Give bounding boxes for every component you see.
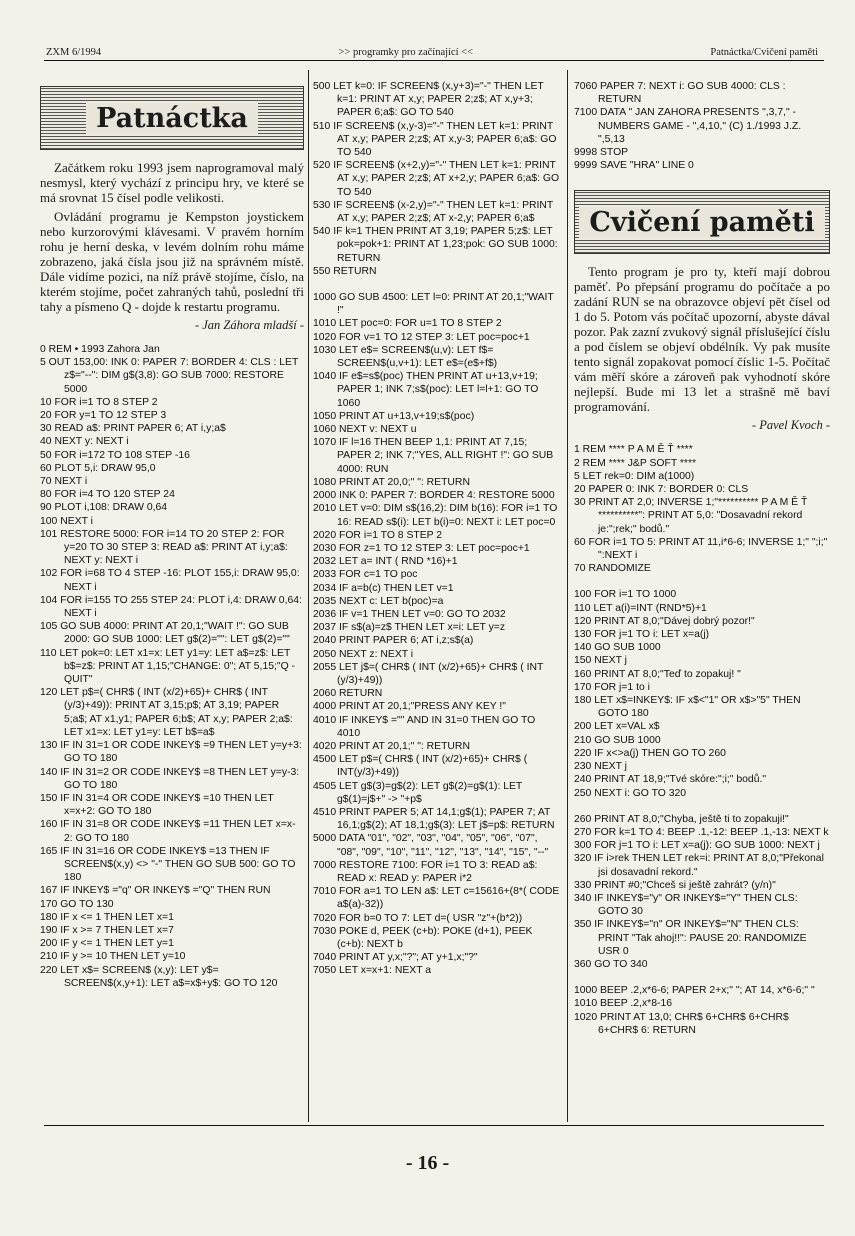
article-title-box	[40, 86, 304, 150]
code-line: 1080 PRINT AT 20,0;" ": RETURN	[313, 476, 470, 488]
code-line: 4510 PRINT PAPER 5; AT 14,1;g$(1); PAPER 7; AT 16,1;g$(2); AT 18,1;g$(3): LET j$=p$: RETURN	[313, 806, 555, 832]
code-line: 7010 FOR a=1 TO LEN a$: LET c=15616+(8*( CODE a$(a)-32))	[313, 886, 560, 911]
code-line: 50 FOR i=172 TO 108 STEP -16	[40, 449, 190, 461]
code-line: 9999 SAVE "HRA" LINE 0	[574, 160, 694, 172]
code-line: 530 IF SCREEN$ (x-2,y)="-" THEN LET k=1: PRINT AT x,y; PAPER 2;z$; AT x-2,y; PAPER 6;a$	[313, 199, 554, 225]
code-line: 160 PRINT AT 8,0;"Teď to zopakuj! "	[574, 668, 741, 680]
code-line: 104 FOR i=155 TO 255 STEP 24: PLOT i,4: DRAW 0,64: NEXT i	[40, 594, 302, 620]
code-line: 2055 LET j$=( CHR$ ( INT (x/2)+65)+ CHR$ ( INT (y/3)+49))	[313, 661, 544, 686]
code-line: 520 IF SCREEN$ (x+2,y)="-" THEN LET k=1: PRINT AT x,y; PAPER 2;z$; AT x+2,y; PAPER 6;a$: GO TO 540	[313, 160, 560, 198]
code-line: 10 FOR i=1 TO 8 STEP 2	[40, 396, 158, 408]
code-line: 320 IF i>rek THEN LET rek=i: PRINT AT 8,0;"Překonal jsi dosavadní rekord."	[574, 853, 824, 878]
intro-paragraph: Ovládání programu je Kempston joystickem nebo kurzorovými klávesami. V pravém horním rohu je herní deska, v levém dolním rohu máme zobrazeno, jaká čísla jsou již na správném místě. Dále vidíme pozici, na níž právě stojíme, číslo, na kterém stojíme, počet zahraných tahů, poslední tři tahy a písmeno Q - dojde k restartu programu.	[40, 209, 304, 314]
code-line: 540 IF k=1 THEN PRINT AT 3,19; PAPER 5;z$: LET pok=pok+1: PRINT AT 1,23;pok: GO SUB 1000: RETURN	[313, 226, 558, 264]
code-line: 220 IF x<>a(j) THEN GO TO 260	[574, 747, 726, 759]
code-line: 5 LET rek=0: DIM a(1000)	[574, 470, 695, 482]
code-listing	[574, 80, 830, 172]
code-line: 2037 IF s$(a)=z$ THEN LET x=i: LET y=z	[313, 622, 506, 634]
code-gap	[313, 278, 561, 291]
code-line: 2050 NEXT z: NEXT i	[313, 648, 414, 660]
code-line: 20 PAPER 0: INK 7: BORDER 0: CLS	[574, 484, 749, 496]
code-line: 170 GO TO 130	[40, 898, 114, 910]
code-line: 220 LET x$= SCREEN$ (x,y): LET y$= SCREEN$(x,y+1): LET a$=x$+y$: GO TO 120	[40, 964, 278, 989]
code-line: 4505 LET g$(3)=g$(2): LET g$(2)=g$(1): LET g$(1)=j$+" -> "+p$	[313, 780, 523, 805]
code-line: 230 NEXT j	[574, 761, 627, 773]
code-line: 160 IF IN 31=8 OR CODE INKEY$ =11 THEN LET x=x-2: GO TO 180	[40, 819, 296, 844]
code-line: 500 LET k=0: IF SCREEN$ (x,y+3)="-" THEN LET k=1: PRINT AT x,y; PAPER 2;z$; AT x,y+3; PAPER 6;a$: GO TO 540	[313, 81, 544, 119]
code-line: 4010 IF INKEY$ ="" AND IN 31=0 THEN GO TO 4010	[313, 714, 536, 739]
code-line: 550 RETURN	[313, 265, 377, 277]
code-line: 70 RANDOMIZE	[574, 563, 651, 575]
code-line: 2010 LET v=0: DIM s$(16,2): DIM b(16): FOR i=1 TO 16: READ s$(i): LET b(i)=0: NEXT i: LET poc=0	[313, 503, 558, 528]
code-listing	[40, 343, 304, 990]
code-line: 1 REM **** P A M Ě Ť ****	[574, 444, 693, 456]
code-line: 1000 GO SUB 4500: LET l=0: PRINT AT 20,1;"WAIT !"	[313, 292, 554, 317]
code-line: 180 LET x$=INKEY$: IF x$<"1" OR x$>"5" THEN GOTO 180	[574, 695, 801, 720]
code-line: 210 GO SUB 1000	[574, 734, 661, 746]
code-line: 7040 PRINT AT y,x;"?"; AT y+1,x;"?"	[313, 952, 478, 964]
code-line: 4020 PRINT AT 20,1;" ": RETURN	[313, 740, 470, 752]
code-line: 60 FOR i=1 TO 5: PRINT AT 11,i*6-6; INVERSE 1;" ";i;" ":NEXT i	[574, 536, 828, 562]
code-line: 1010 BEEP .2,x*8-16	[574, 998, 673, 1010]
page-number: - 16 -	[405, 1152, 450, 1174]
code-line: 60 PLOT 5,i: DRAW 95,0	[40, 462, 156, 474]
code-line: 2040 PRINT PAPER 6; AT i,z;s$(a)	[313, 635, 474, 647]
code-line: 2033 FOR c=1 TO poc	[313, 569, 418, 581]
author-credit: - Jan Záhora mladší -	[194, 318, 304, 332]
code-line: 150 NEXT j	[574, 655, 627, 667]
code-line: 7030 POKE d, PEEK (c+b): POKE (d+1), PEEK (c+b): NEXT b	[313, 925, 533, 950]
code-line: 510 IF SCREEN$ (x,y-3)="-" THEN LET k=1: PRINT AT x,y; PAPER 2;z$; AT x,y-3; PAPER 6;a$: GO TO 540	[313, 120, 557, 159]
code-line: 70 NEXT i	[40, 476, 88, 488]
code-line: 7060 PAPER 7: NEXT i: GO SUB 4000: CLS : RETURN	[574, 81, 786, 106]
code-line: 150 IF IN 31=4 OR CODE INKEY$ =10 THEN LET x=x+2: GO TO 180	[40, 792, 274, 818]
code-line: 2034 IF a=b(c) THEN LET v=1	[313, 582, 454, 594]
code-line: 260 PRINT AT 8,0;"Chyba, ještě ti to zopakuji!"	[574, 813, 789, 825]
code-line: 30 READ a$: PRINT PAPER 6; AT i,y;a$	[40, 423, 226, 435]
code-line: 30 PRINT AT 2,0; INVERSE 1;"********** P A M Ě Ť **********": PRINT AT 5,0: "Dosavadní rekord je:";rek;" bodů."	[574, 497, 808, 535]
intro-paragraph: Začátkem roku 1993 jsem naprogramoval malý nesmysl, který vychází z principu hry, ve které se má srovnat 15 čísel podle velikosti.	[40, 160, 304, 205]
code-line: 130 IF IN 31=1 OR CODE INKEY$ =9 THEN LET y=y+3: GO TO 180	[40, 740, 302, 765]
code-line: 20 FOR y=1 TO 12 STEP 3	[40, 410, 167, 422]
code-line: 1020 PRINT AT 13,0; CHR$ 6+CHR$ 6+CHR$ 6+CHR$ 6: RETURN	[574, 1011, 789, 1036]
code-line: 130 FOR j=1 TO i: LET x=a(j)	[574, 629, 710, 641]
code-gap	[574, 971, 830, 984]
code-line: 200 IF y <= 1 THEN LET y=1	[40, 938, 174, 950]
code-line: 1010 LET poc=0: FOR u=1 TO 8 STEP 2	[313, 318, 502, 330]
code-line: 140 IF IN 31=2 OR CODE INKEY$ =8 THEN LET y=y-3: GO TO 180	[40, 766, 300, 791]
column-divider	[308, 70, 309, 1122]
code-line: 9998 STOP	[574, 147, 629, 159]
code-line: 100 FOR i=1 TO 1000	[574, 589, 677, 601]
code-line: 105 GO SUB 4000: PRINT AT 20,1;"WAIT !": GO SUB 2000: GO SUB 1000: LET g$(2)="": LET g$(2)=""	[40, 621, 290, 646]
column-divider	[567, 70, 568, 1122]
article-title: Patnáctka	[86, 103, 258, 134]
code-line: 7020 FOR b=0 TO 7: LET d=( USR "z"+(b*2))	[313, 912, 523, 924]
column-1	[40, 80, 304, 1116]
code-line: 80 FOR i=4 TO 120 STEP 24	[40, 489, 175, 501]
code-line: 167 IF INKEY$ ="q" OR INKEY$ ="Q" THEN RUN	[40, 885, 271, 897]
author-credit: - Pavel Kvoch -	[751, 418, 830, 433]
article-label: Patnáctka/Cvičení paměti	[710, 47, 818, 58]
code-line: 1070 IF l=16 THEN BEEP 1,1: PRINT AT 7,15; PAPER 2; INK 7;"YES, ALL RIGHT !": GO SUB 4000: RUN	[313, 437, 554, 475]
code-line: 360 GO TO 340	[574, 958, 648, 970]
running-header	[46, 36, 818, 58]
header-rule	[44, 60, 824, 61]
code-line: 1050 PRINT AT u+13,v+19;s$(poc)	[313, 410, 475, 422]
column-2	[313, 80, 561, 1116]
code-line: 120 LET p$=( CHR$ ( INT (x/2)+65)+ CHR$ ( INT (y/3)+49)): PRINT AT 3,15;p$; AT 3,19; PAPER 5;a$; AT x1,y1; PAPER 6;b$; AT x,y; PAPER 2;a$: LET x1=x: LET y1=y: LET b$=a$	[40, 687, 293, 738]
code-line: 350 IF INKEY$="n" OR INKEY$="N" THEN CLS: PRINT "Tak ahoj!!": PAUSE 20: RANDOMIZE USR 0	[574, 919, 807, 957]
code-line: 170 FOR j=1 to i	[574, 681, 650, 693]
code-line: 7050 LET x=x+1: NEXT a	[313, 965, 432, 977]
code-line: 1040 IF e$=s$(poc) THEN PRINT AT u+13,v+19; PAPER 1; INK 7;s$(poc): LET l=l+1: GO TO 1060	[313, 371, 539, 409]
code-line: 90 PLOT i,108: DRAW 0,64	[40, 502, 168, 514]
code-line: 7100 DATA " JAN ZAHORA PRESENTS ",3,7," - NUMBERS GAME - ",4,10," (C) 1./1993 J.Z. ",5,13	[574, 107, 802, 145]
code-line: 165 IF IN 31=16 OR CODE INKEY$ =13 THEN IF SCREEN$(x,y) <> "-" THEN GO SUB 500: GO TO 180	[40, 845, 296, 884]
code-line: 2 REM **** J&P SOFT ****	[574, 457, 697, 469]
code-line: 2020 FOR i=1 TO 8 STEP 2	[313, 529, 443, 541]
article-title: Cvičení paměti	[579, 207, 824, 238]
code-line: 110 LET pok=0: LET x1=x: LET y1=y: LET a$=z$: LET b$=z$: PRINT AT 1,15;"CHANGE: 0"; AT 5,15;"Q - QUIT"	[40, 647, 296, 686]
footer-rule	[44, 1125, 824, 1126]
code-line: 4500 LET p$=( CHR$ ( INT (x/2)+65)+ CHR$ ( INT(y/3)+49))	[313, 754, 528, 779]
code-line: 1060 NEXT v: NEXT u	[313, 424, 417, 436]
code-gap	[574, 800, 830, 813]
code-line: 240 PRINT AT 18,9;"Tvé skóre:";i;" bodů."	[574, 774, 767, 786]
code-line: 140 GO SUB 1000	[574, 642, 661, 654]
code-line: 1030 LET e$= SCREEN$(u,v): LET f$= SCREEN$(u,v+1): LET e$=(e$+f$)	[313, 344, 498, 370]
column-3	[574, 80, 830, 1116]
code-line: 100 NEXT i	[40, 515, 93, 527]
code-line: 250 NEXT i: GO TO 320	[574, 787, 687, 799]
article-title-box	[574, 190, 830, 254]
code-line: 340 IF INKEY$="y" OR INKEY$="Y" THEN CLS: GOTO 30	[574, 892, 798, 918]
code-line: 2000 INK 0: PAPER 7: BORDER 4: RESTORE 5000	[313, 490, 555, 502]
code-line: 190 IF x >= 7 THEN LET x=7	[40, 924, 174, 936]
code-line: 210 IF y >= 10 THEN LET y=10	[40, 951, 186, 963]
code-line: 110 LET a(i)=INT (RND*5)+1	[574, 602, 707, 614]
code-line: 4000 PRINT AT 20,1;"PRESS ANY KEY !"	[313, 701, 506, 713]
code-line: 300 FOR j=1 TO i: LET x=a(j): GO SUB 1000: NEXT j	[574, 840, 820, 852]
code-listing	[574, 443, 830, 1037]
code-line: 2035 NEXT c: LET b(poc)=a	[313, 595, 444, 607]
section-label: >> programky pro začínající <<	[338, 47, 473, 58]
code-line: 330 PRINT #0;"Chceš si ještě zahrát? (y/n)"	[574, 879, 776, 891]
code-line: 2060 RETURN	[313, 688, 383, 700]
code-listing	[313, 80, 561, 978]
code-line: 0 REM • 1993 Zahora Jan	[40, 344, 160, 355]
code-line: 102 FOR i=68 TO 4 STEP -16: PLOT 155,i: DRAW 95,0: NEXT i	[40, 568, 300, 593]
code-line: 2036 IF v=1 THEN LET v=0: GO TO 2032	[313, 608, 506, 620]
code-line: 270 FOR k=1 TO 4: BEEP .1,-12: BEEP .1,-13: NEXT k	[574, 826, 829, 838]
code-line: 40 NEXT y: NEXT i	[40, 436, 129, 448]
code-line: 101 RESTORE 5000: FOR i=14 TO 20 STEP 2: FOR y=20 TO 30 STEP 3: READ a$: PRINT AT i,y;a$: NEXT y: NEXT i	[40, 528, 288, 567]
code-line: 200 LET x=VAL x$	[574, 721, 660, 733]
code-line: 7000 RESTORE 7100: FOR i=1 TO 3: READ a$: READ x: READ y: PAPER i*2	[313, 859, 538, 884]
code-line: 2032 LET a= INT ( RND *16)+1	[313, 556, 458, 568]
issue-label: ZXM 6/1994	[46, 47, 102, 58]
code-line: 180 IF x <= 1 THEN LET x=1	[40, 911, 174, 923]
intro-paragraph: Tento program je pro ty, kteří mají dobrou paměť. Po přepsání programu do počítače a po zadání RUN se na obrazovce objeví pět čísel od 1 do 5. Potom vás počítač upozorní, abyste dával pozor. Pak zazní zvukový signál příslušející číslu a pod číslem se objeví obdélník. Vy pak musíte tento signál zopakovat pomocí číslic 1-5. Počítač vám měří skóre a zároveň pak vyhodnotí skóre nejlepší. Bude mi 13 let a strašně mě baví programování.	[574, 264, 830, 415]
code-line: 1000 BEEP .2,x*6-6; PAPER 2+x;" "; AT 14, x*6-6;" "	[574, 985, 815, 997]
code-line: 1020 FOR v=1 TO 12 STEP 3: LET poc=poc+1	[313, 331, 530, 343]
code-line: 120 PRINT AT 8,0;"Dávej dobrý pozor!"	[574, 615, 755, 627]
code-gap	[574, 575, 830, 588]
code-line: 2030 FOR z=1 TO 12 STEP 3: LET poc=poc+1	[313, 542, 530, 554]
code-line: 5000 DATA "01", "02", "03", "04", "05", "06", "07", "08", "09", "10", "11", "12", "13", "14", "15", "--"	[313, 833, 549, 858]
code-line: 5 OUT 153,00: INK 0: PAPER 7: BORDER 4: CLS : LET z$="--": DIM g$(3,8): GO SUB 7000: RESTORE 5000	[40, 357, 299, 395]
